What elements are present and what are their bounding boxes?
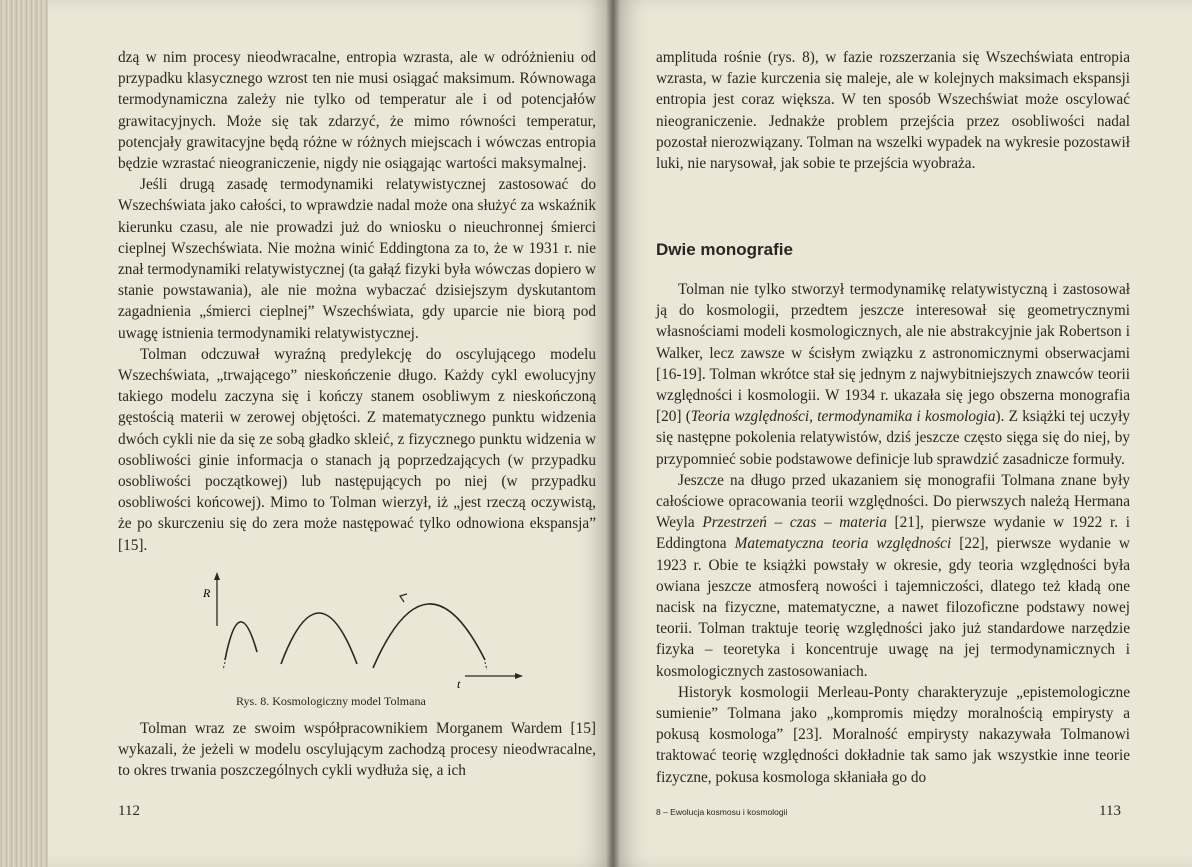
- paragraph: Historyk kosmologii Merleau-Ponty charakteryzuje „epistemologiczne sumienie” Tolmana jako „kompromis między moralnością empirysty a pokusą kosmologa” [23]. Moralność empirysty nakazywała Tolmanowi traktować teorię względności dokładnie tak samo jak wszystkie inne teorie fizyczne, pokusa kosmologa skłaniała go do: [656, 683, 1130, 786]
- left-page-body: [118, 47, 596, 556]
- page-number-left: 112: [118, 803, 140, 819]
- paragraph: dzą w nim procesy nieodwracalne, entropia wzrasta, ale w odróżnieniu od przypadku klasycznego wzrost ten nie musi osiągać maksimum. Równowaga termodynamiczna zależy nie tylko od temperatur ale i od potencjałów grawitacyjnych. Może się tak zdarzyć, że mimo równości temperatur, potencjały grawitacyjne będą różne w różnych miejscach i wówczas entropia będzie wzrastać nieograniczenie, nigdy nie osiągając wartości maksymalnej.: [118, 49, 596, 173]
- text-span: Tolman nie tylko stworzył termodynamikę relatywistyczną i zastosował ją do kosmologii, przedtem jeszcze interesował się geometrycznymi własnościami modeli kosmologicznych, ale nie abstrakcyjnie jak Robertson i Walker, lecz zawsze w ścisłym związku z astronomicznymi obserwacjami [16-19]. Tolman wkrótce stał się jednym z najwybitniejszych znawców teorii względności i kosmologii. W 1934 r. ukazała się jego obszerna monografia [20] (: [656, 281, 1130, 426]
- book-title: Przestrzeń – czas – materia: [702, 514, 887, 532]
- figure-caption: Rys. 8. Kosmologiczny model Tolmana: [236, 694, 426, 708]
- paragraph: Jeśli drugą zasadę termodynamiki relatywistycznej zastosować do Wszechświata jako całości, to wprawdzie nadal może ona służyć za wskaźnik kierunku czasu, ale nie prowadzi już do wniosku o nieuchronnej śmierci cieplnej Wszechświata. Nie można winić Eddingtona za to, że w 1931 r. nie znał termodynamiki relatywistycznej (ta gałąź fizyki była wówczas dopiero w stanie powstawania), ale nie można wybaczać dzisiejszym dyskutantom zagadnienia „śmierci cieplnej” Wszechświata, gdy uparcie nie biorą pod uwagę istnienia termodynamiki relatywistycznej.: [118, 176, 596, 342]
- text-span: Jeszcze na długo przed ukazaniem się monografii Tolmana znane były całościowe opracowania teorii względności. Do pierwszych należą Hermana Weyla: [656, 471, 1130, 532]
- text-span: [21], pierwsze wydanie w 1922 r. i Eddingtona: [656, 514, 1130, 553]
- cycle-arc-2: [281, 613, 357, 664]
- book-page-edges: [0, 0, 48, 867]
- signature-footer: 8 – Ewolucja kosmosu i kosmologii: [656, 807, 788, 817]
- left-page-body-bottom: [118, 718, 596, 782]
- section-heading: Dwie monografie: [656, 240, 793, 259]
- text-span: ). Z książki tej uczyły się następne pokolenia relatywistów, dziś jeszcze często sięga się do niej, by przypomnieć sobie podstawowe definicje lub sprawdzić zasadnicze formuły.: [656, 408, 1131, 468]
- cycle-gap: [223, 662, 225, 670]
- right-page-intro: [656, 47, 1130, 174]
- x-axis-label: t: [457, 677, 461, 691]
- book-title: Teoria względności, termodynamika i kosmologia: [690, 408, 996, 426]
- paragraph: amplituda rośnie (rys. 8), w fazie rozszerzania się Wszechświata entropia wzrasta, w fazie kurczenia się maleje, ale w kolejnych maksimach ekspansji entropia jest coraz większa. W ten sposób Wszechświat może oscylować nieograniczenie. Jednakże problem przejścia przez osobliwości nadal pozostał nierozwiązany. Tolman na wszelki wypadek na wykresie pozostawił luki, nie narysował, jak sobie te przejścia wyobraża.: [656, 49, 1130, 173]
- paragraph: [656, 279, 1130, 470]
- cycle-gap: [485, 662, 487, 670]
- cycle-arc-3: [373, 604, 485, 668]
- book-title: Matematyczna teoria względności: [734, 535, 952, 553]
- cycle-mark: [400, 594, 407, 602]
- cycle-arc-1: [225, 622, 257, 660]
- y-axis-arrowhead: [214, 572, 220, 580]
- paragraph: [656, 470, 1130, 682]
- book-gutter: [606, 0, 620, 867]
- text-span: [22], pierwsze wydanie w 1923 r. Obie te książki powstały w okresie, gdy teoria względności była owiana jeszcze atmosferą nowości i tajemniczości, dlatego też kładą one nacisk na fizyczne, matematyczne, a nawet filozoficzne podstawy nowej teorii. Tolman traktuje teorię względności jako już standardowe narzędzie fizyka – teoretyka i koncentruje uwagę na jej termodynamicznych i kosmologicznych zastosowaniach.: [656, 535, 1130, 680]
- x-axis-arrowhead: [515, 673, 523, 679]
- oscillation-diagram: [195, 572, 535, 692]
- right-page-body: [656, 279, 1130, 788]
- page-number-right: 113: [1099, 803, 1121, 819]
- paragraph: Tolman wraz ze swoim współpracownikiem Morganem Wardem [15] wykazali, że jeżeli w modelu oscylującym zachodzą procesy nieodwracalne, to okres trwania poszczególnych cykli wydłuża się, a ich: [118, 720, 596, 780]
- tolman-model-figure: [195, 572, 535, 692]
- y-axis-label: R: [203, 586, 211, 600]
- paragraph: Tolman odczuwał wyraźną predylekcję do oscylującego modelu Wszechświata, „trwającego” nieskończenie długo. Każdy cykl ewolucyjny takiego modelu zaczyna się i kończy stanem osobliwym z nieskończoną gęstością materii w zerowej objętości. Z matematycznego punktu widzenia dwóch cykli nie da się ze sobą gładko skleić, z fizycznego punktu widzenia w osobliwości ginie informacja o stanach ją poprzedzających (w przypadku osobliwości początkowej) lub następujących po niej (w przypadku osobliwości końcowej). Mimo to Tolman wierzył, iż „jest rzeczą oczywistą, że po skurczeniu się do zera może następować tylko odnowiona ekspansja” [15].: [118, 345, 596, 554]
